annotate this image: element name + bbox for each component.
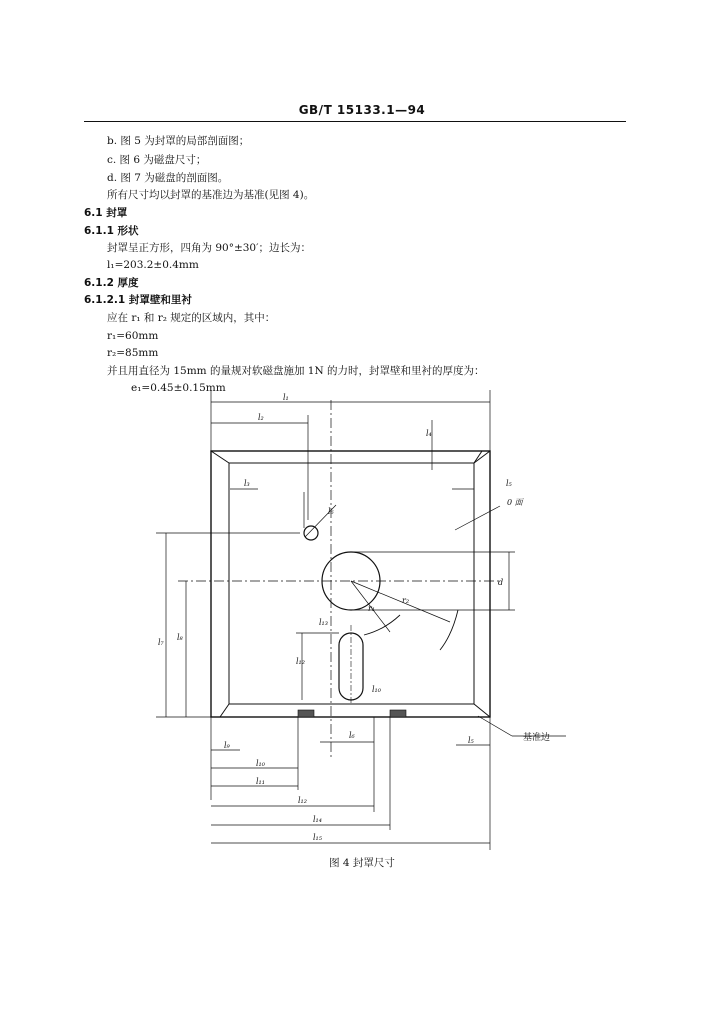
label-l5: l₅ <box>506 479 512 488</box>
corner-line <box>474 451 490 463</box>
zero-plane-leader <box>455 506 500 530</box>
label-l11: l₁₁ <box>256 777 265 786</box>
index-hole <box>304 526 318 540</box>
r2-arc <box>440 610 458 650</box>
label-l10-vert: l₁₀ <box>372 685 381 694</box>
label-l12: l₁₂ <box>298 796 307 805</box>
section-6-1-1: 6.1.1 形状 <box>84 225 139 237</box>
label-l6: l₆ <box>328 507 334 516</box>
label-l3: l₃ <box>244 479 250 488</box>
jacket-outline <box>211 451 490 717</box>
label-datum-edge: 基准边 <box>523 733 551 743</box>
item-d: d. 图 7 为磁盘的剖面图。 <box>107 172 229 184</box>
label-r2: r₂ <box>402 596 410 605</box>
label-r1: r₁ <box>368 604 376 613</box>
shape-text: 封罩呈正方形，四角为 90°±30′；边长为： <box>107 242 311 254</box>
label-d: d <box>498 578 504 587</box>
l1-value: l₁=203.2±0.4mm <box>107 259 199 271</box>
label-l8: l₈ <box>177 633 183 642</box>
label-l7: l₇ <box>158 638 164 647</box>
label-l13-vert: l₁₃ <box>319 618 328 627</box>
r2-radius-line <box>351 581 450 622</box>
section-6-1: 6.1 封罩 <box>84 207 128 219</box>
label-l4: l₄ <box>426 429 432 438</box>
e1-value: e₁=0.45±0.15mm <box>131 382 226 394</box>
label-l14: l₁₄ <box>313 815 322 824</box>
figure-caption: 图 4 封罩尺寸 <box>329 857 395 869</box>
corner-line <box>211 451 229 463</box>
left-notch <box>298 710 314 717</box>
label-l5-bottom: l₅ <box>468 736 474 745</box>
label-l15: l₁₅ <box>313 833 322 842</box>
item-b: b. 图 5 为封罩的局部剖面图； <box>107 135 250 147</box>
item-c: c. 图 6 为磁盘尺寸； <box>107 154 207 166</box>
section-6-1-2-1: 6.1.2.1 封罩壁和里衬 <box>84 294 192 306</box>
label-l1-top: l₁ <box>283 393 289 402</box>
label-l12-vert: l₁₂ <box>296 657 305 666</box>
label-zero-plane: 0 面 <box>507 498 523 507</box>
r2-value: r₂=85mm <box>107 347 159 359</box>
label-l10: l₁₀ <box>256 759 265 768</box>
label-l6-bottom: l₆ <box>349 731 355 740</box>
label-l9: l₉ <box>224 741 230 750</box>
label-l2-top: l₂ <box>258 413 264 422</box>
page-header: GB/T 15133.1—94 <box>298 103 426 117</box>
r1-arc <box>364 615 400 635</box>
region-text: 应在 r₁ 和 r₂ 规定的区域内，其中： <box>107 312 276 324</box>
datum-leader <box>478 716 512 736</box>
force-text: 并且用直径为 15mm 的量规对软磁盘施加 1N 的力时，封罩壁和里衬的厚度为： <box>107 365 485 377</box>
corner-line <box>474 704 490 717</box>
section-6-1-2: 6.1.2 厚度 <box>84 277 139 289</box>
right-notch <box>390 710 406 717</box>
reference-note: 所有尺寸均以封罩的基准边为基准(见图 4)。 <box>107 189 315 201</box>
r1-value: r₁=60mm <box>107 330 159 342</box>
